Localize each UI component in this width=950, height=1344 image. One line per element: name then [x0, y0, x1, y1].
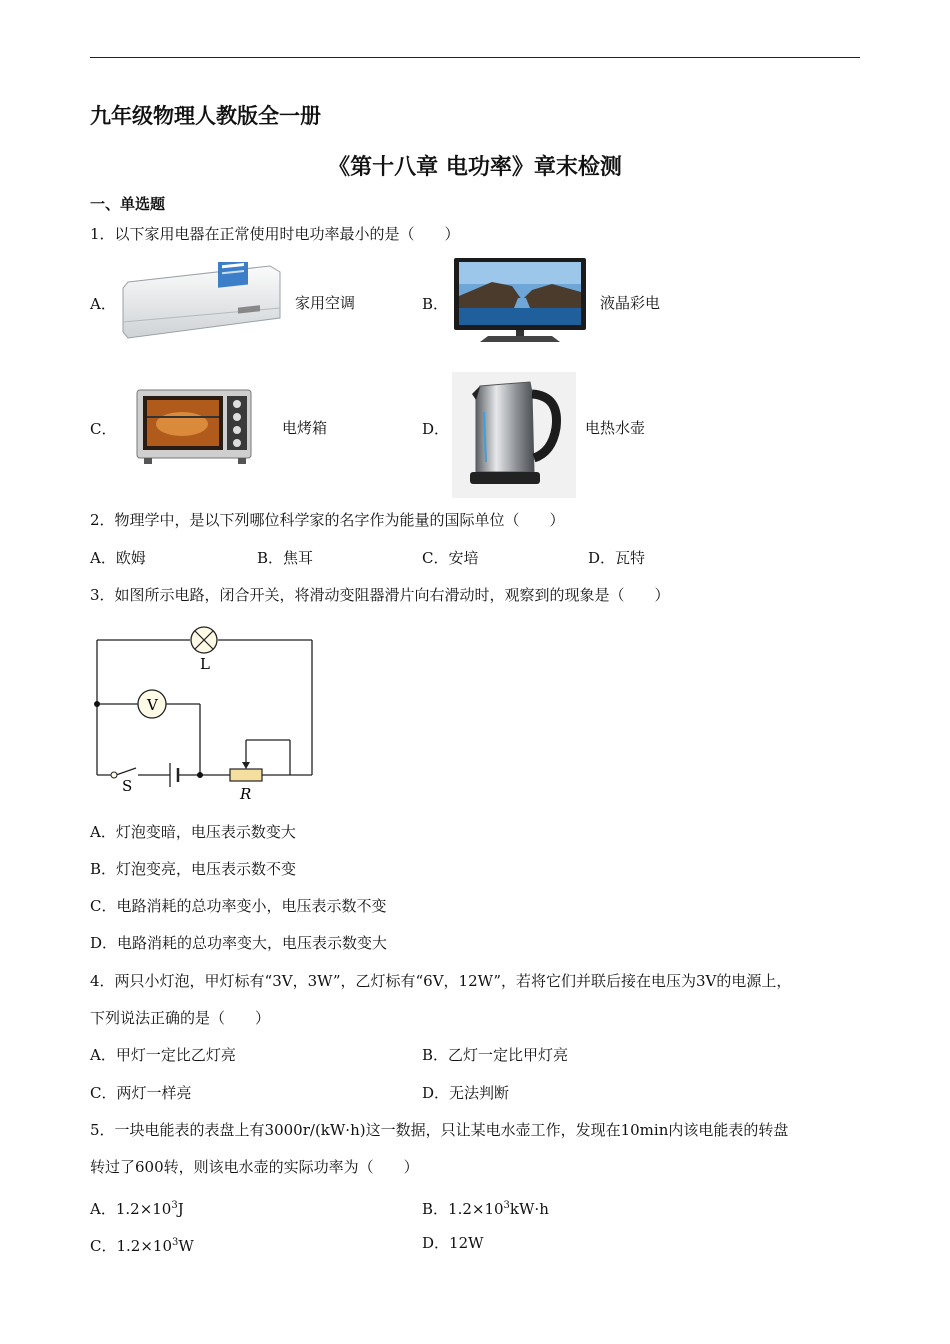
header-rule: [90, 57, 860, 58]
lamp-symbol: [191, 627, 217, 653]
page-title: 《第十八章 电功率》章末检测: [328, 155, 622, 180]
q4-option-b: B．乙灯一定比甲灯亮: [422, 1046, 569, 1064]
q2-option-a: A．欧姆: [90, 549, 146, 567]
q4-option-c: C．两灯一样亮: [90, 1084, 192, 1102]
q3-option-d: D．电路消耗的总功率变大，电压表示数变大: [90, 934, 388, 952]
q4-option-d: D．无法判断: [422, 1084, 510, 1102]
q3-option-b: B．灯泡变亮，电压表示数不变: [90, 860, 297, 878]
q1-option-c-label: 电烤箱: [282, 419, 328, 437]
battery-symbol: [170, 763, 178, 787]
q5-option-d: D．12W: [422, 1234, 484, 1252]
q4-stem-line2: 下列说法正确的是（ ）: [90, 1009, 271, 1027]
q1-option-b-label: 液晶彩电: [600, 294, 661, 312]
switch-symbol: [111, 772, 117, 778]
q3-option-c: C．电路消耗的总功率变小，电压表示数不变: [90, 897, 387, 915]
circuit-diagram: [80, 620, 330, 805]
q4-stem-line1: 4．两只小灯泡，甲灯标有“3V，3W”，乙灯标有“6V，12W”，若将它们并联后接在电压为3V的电源上，: [90, 972, 792, 990]
q1-option-d-label: 电热水壶: [585, 419, 646, 437]
q2-option-d: D．瓦特: [588, 549, 646, 567]
rheostat-symbol: [230, 769, 262, 781]
switch-label: S: [122, 777, 133, 795]
voltmeter-label: V: [147, 696, 158, 714]
q3-stem: 3．如图所示电路，闭合开关，将滑动变阻器滑片向右滑动时，观察到的现象是（ ）: [90, 586, 670, 604]
air-conditioner-icon: [120, 262, 282, 342]
q1-option-d-letter: D．: [422, 420, 450, 438]
electric-kettle-icon: [452, 372, 576, 498]
q1-option-a-letter: A．: [90, 295, 116, 313]
q1-option-b-letter: B．: [422, 295, 449, 313]
q5-stem-line1: 5．一块电能表的表盘上有3000r/(kW·h)这一数据，只让某电水壶工作，发现在10min内该电能表的转盘: [90, 1121, 789, 1139]
series-title: 九年级物理人教版全一册: [90, 104, 321, 128]
q2-option-c: C．安培: [422, 549, 479, 567]
lamp-label: L: [200, 655, 210, 673]
q1-stem: 1．以下家用电器在正常使用时电功率最小的是（ ）: [90, 225, 460, 243]
q5-option-b: B．$1.2\times 10^3kW\cdot h$: [422, 1200, 549, 1218]
q1-option-a-label: 家用空调: [295, 294, 356, 312]
section-heading: 一、单选题: [90, 195, 166, 213]
electric-oven-icon: [134, 386, 256, 468]
q5-stem-line2: 转过了600转，则该电水壶的实际功率为（ ）: [90, 1158, 419, 1176]
q2-option-b: B．焦耳: [257, 549, 314, 567]
q1-option-c-letter: C．: [90, 420, 117, 438]
q5-option-c: C．$1.2\times 10^3W$: [90, 1237, 194, 1255]
rheostat-label: R: [240, 785, 252, 803]
q4-option-a: A．甲灯一定比乙灯亮: [90, 1046, 236, 1064]
q5-option-a: A．$1.2\times 10^3J$: [90, 1200, 184, 1218]
q3-option-a: A．灯泡变暗，电压表示数变大: [90, 823, 296, 841]
lcd-tv-icon: [452, 256, 588, 348]
q2-stem: 2．物理学中，是以下列哪位科学家的名字作为能量的国际单位（ ）: [90, 511, 565, 529]
